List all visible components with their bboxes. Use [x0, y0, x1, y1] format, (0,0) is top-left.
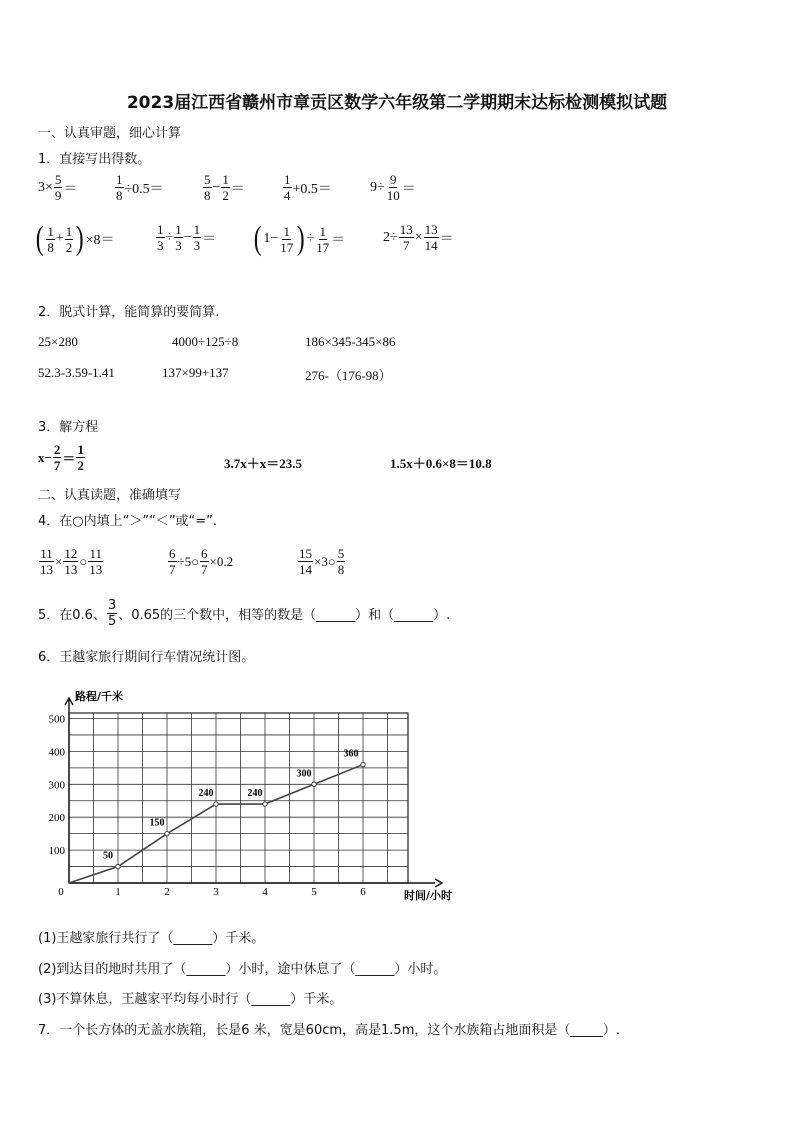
q2-item-6: 276-（176-98） — [305, 368, 392, 383]
x-tick-label: 0 — [58, 886, 64, 898]
numerator: 1 — [47, 223, 54, 239]
x-tick-label: 6 — [360, 886, 366, 898]
chart-grid — [69, 713, 408, 883]
q1-b3-post: ＝ — [331, 233, 346, 248]
denominator: 7 — [201, 562, 208, 577]
q1-a1-post: ＝ — [63, 181, 78, 197]
q1-label: 1．直接写出得数。 — [38, 152, 151, 167]
denominator: 17 — [280, 239, 294, 255]
y-tick-label: 500 — [48, 713, 65, 726]
numerator: 1 — [283, 223, 290, 239]
operator: × — [55, 553, 63, 569]
q1-a2-post: ÷0.5＝ — [124, 181, 164, 197]
fraction — [54, 172, 63, 203]
travel-line-chart — [30, 680, 480, 908]
data-point — [312, 782, 316, 786]
denominator: 8 — [47, 239, 54, 255]
q1-b2-post: ＝ — [202, 231, 217, 247]
denominator: 8 — [337, 562, 345, 577]
left-paren: ( — [35, 220, 44, 257]
q1-a3 — [202, 172, 245, 203]
y-tick-label: 400 — [48, 746, 65, 759]
q3-equation-3: 1.5x＋0.6×8＝10.8 — [390, 456, 492, 471]
operator: × — [414, 229, 423, 245]
section-2-heading: 二、认真读题，准确填写 — [38, 488, 182, 503]
q2-label: 2．脱式计算，能简算的要简算. — [38, 305, 220, 320]
chart-series — [69, 749, 365, 883]
fraction — [424, 222, 439, 253]
denominator: 13 — [64, 562, 78, 577]
q1-a2 — [114, 172, 164, 203]
fraction — [46, 224, 55, 255]
y-tick-label: 100 — [48, 845, 65, 858]
section-1-heading: 一、认真审题，细心计算 — [38, 126, 182, 141]
denominator: 8 — [116, 188, 123, 203]
numerator: 12 — [64, 546, 78, 561]
data-point — [361, 762, 365, 766]
denominator: 7 — [169, 562, 176, 577]
y-tick-label: 300 — [48, 779, 65, 792]
fraction — [279, 224, 294, 255]
y-axis-label: 路程/千米 — [75, 690, 124, 703]
q1-a1 — [38, 172, 77, 203]
denominator: 10 — [386, 188, 400, 203]
q1-b3 — [252, 222, 345, 256]
q4-compare-2 — [167, 546, 233, 577]
q2-item-2: 4000÷125÷8 — [172, 334, 239, 349]
fraction — [53, 442, 62, 473]
right-paren: ) — [75, 220, 84, 257]
q4-compare-3 — [297, 546, 346, 577]
data-label: 240 — [198, 788, 214, 800]
q1-a5-pre: 9÷ — [370, 179, 385, 195]
numerator: 5 — [204, 172, 211, 187]
q3-equation-1 — [38, 442, 86, 473]
compare-circle[interactable]: ○ — [79, 553, 88, 569]
fraction — [88, 546, 103, 577]
y-tick-label: 200 — [48, 812, 65, 825]
x-tick-label: 4 — [262, 886, 268, 898]
chart-ticks — [49, 714, 367, 899]
fraction — [107, 598, 117, 629]
q1-b4 — [383, 222, 454, 253]
q7-question[interactable]: 7．一个长方体的无盖水族箱，长是6 米，宽是60cm，高是1.5m，这个水族箱占地面积是（_____）. — [38, 1023, 620, 1038]
q5-pre: 5．在0.6、 — [38, 608, 106, 623]
denominator: 2 — [222, 188, 229, 203]
numerator: 13 — [424, 222, 438, 237]
q5-post[interactable]: 、0.65的三个数中，相等的数是（______）和（______）. — [118, 608, 451, 623]
q3-equation-2: 3.7x＋x＝23.5 — [224, 456, 303, 471]
q1-a5-post: ＝ — [401, 181, 416, 197]
x-axis-label: 时间/小时 — [404, 889, 453, 902]
x-tick-label: 3 — [213, 886, 219, 898]
operator: ÷ — [165, 229, 174, 245]
fraction — [156, 222, 165, 253]
operator: − — [183, 229, 192, 245]
q2-item-1: 25×280 — [38, 334, 78, 349]
q1-b1 — [34, 222, 114, 256]
fraction — [203, 172, 212, 203]
fraction — [386, 172, 401, 203]
numerator: 1 — [116, 172, 123, 187]
numerator: 11 — [40, 546, 53, 561]
numerator: 1 — [222, 172, 229, 187]
numerator: 6 — [169, 546, 176, 561]
equals-sign: ＝ — [62, 451, 76, 466]
q3-label: 3．解方程 — [38, 420, 99, 435]
denominator: 5 — [107, 614, 117, 629]
operator: + — [55, 231, 64, 246]
q1-a5 — [370, 172, 416, 203]
numerator: 11 — [89, 546, 102, 561]
data-point — [165, 831, 169, 835]
denominator: 13 — [89, 562, 103, 577]
numerator: 1 — [175, 222, 182, 237]
fraction — [174, 222, 183, 253]
denominator: 2 — [65, 239, 73, 255]
denominator: 3 — [157, 238, 164, 253]
denominator: 7 — [53, 458, 61, 473]
numerator: 13 — [399, 222, 413, 237]
denominator: 7 — [402, 238, 410, 253]
q6-sub-2[interactable]: (2)到达目的地时共用了（______）小时，途中休息了（______）小时。 — [38, 962, 447, 977]
q2-item-5: 137×99+137 — [162, 365, 229, 380]
fraction — [65, 224, 74, 255]
fraction — [283, 172, 292, 203]
q1-a3-post: ＝ — [230, 181, 245, 197]
fraction — [200, 546, 209, 577]
x-tick-label: 1 — [115, 886, 121, 898]
denominator: 2 — [77, 458, 84, 473]
denominator: 3 — [175, 238, 182, 253]
q1-b4-pre: 2÷ — [383, 229, 398, 245]
denominator: 13 — [40, 562, 53, 577]
q2-item-3: 186×345-345×86 — [305, 334, 396, 349]
numerator: 9 — [389, 172, 397, 187]
left-paren: ( — [253, 220, 262, 257]
operator-with-circle[interactable]: ÷5○ — [177, 553, 199, 569]
operator: ÷ — [306, 231, 315, 246]
numerator: 2 — [53, 442, 61, 457]
fraction — [298, 546, 313, 577]
numerator: 5 — [337, 546, 345, 561]
x-tick-label: 5 — [311, 886, 317, 898]
denominator: 4 — [284, 188, 291, 203]
q1-b2 — [155, 222, 216, 253]
denominator: 14 — [299, 562, 312, 577]
numerator: 1 — [319, 223, 326, 239]
fraction — [115, 172, 124, 203]
data-label: 150 — [149, 817, 165, 829]
q4-label: 4．在○内填上“＞”“＜”或“=”. — [38, 514, 218, 529]
denominator: 14 — [424, 238, 438, 253]
q6-sub-1[interactable]: (1)王越家旅行共行了（______）千米。 — [38, 931, 265, 946]
operator-with-circle[interactable]: ×3○ — [314, 553, 336, 569]
numerator: 6 — [201, 546, 208, 561]
numerator: 15 — [299, 546, 312, 561]
numerator: 1 — [65, 223, 73, 239]
fraction — [399, 222, 414, 253]
data-label: 240 — [247, 788, 263, 800]
numerator: 1 — [157, 222, 164, 237]
numerator: 3 — [107, 598, 117, 613]
q1-b1-post: ×8＝ — [85, 233, 115, 248]
fraction — [63, 546, 78, 577]
fraction — [76, 442, 85, 473]
fraction — [315, 224, 330, 255]
numerator: 1 — [77, 442, 84, 457]
data-label: 360 — [343, 748, 359, 760]
page-title: 2023届江西省赣州市章贡区数学六年级第二学期期末达标检测模拟试题 — [126, 93, 668, 113]
q1-a1-pre: 3× — [38, 179, 53, 195]
q1-b4-post: ＝ — [439, 231, 454, 247]
numerator: 5 — [54, 172, 62, 187]
denominator: 3 — [193, 238, 201, 253]
data-point — [116, 864, 120, 868]
q3-e1-pre: x− — [38, 449, 52, 465]
q1-a4 — [282, 172, 332, 203]
q2-item-4: 52.3-3.59-1.41 — [38, 365, 115, 380]
right-paren: ) — [296, 220, 305, 257]
q1-b3-pre: 1− — [263, 231, 279, 246]
operator: − — [212, 179, 221, 195]
q5-question — [38, 598, 450, 629]
fraction — [193, 222, 202, 253]
fraction — [39, 546, 54, 577]
x-tick-label: 2 — [164, 886, 170, 898]
q6-label: 6．王越家旅行期间行车情况统计图。 — [38, 650, 255, 665]
data-label: 50 — [103, 850, 113, 862]
data-label: 300 — [296, 768, 312, 780]
data-point — [214, 802, 218, 806]
q6-sub-3[interactable]: (3)不算休息，王越家平均每小时行（______）千米。 — [38, 992, 343, 1007]
denominator: 9 — [54, 188, 62, 203]
data-point — [263, 802, 267, 806]
q4-c2-post: ×0.2 — [209, 553, 234, 569]
q4-compare-1 — [38, 546, 104, 577]
fraction — [168, 546, 177, 577]
denominator: 17 — [316, 239, 330, 255]
fraction — [221, 172, 230, 203]
q1-a4-post: +0.5＝ — [292, 181, 332, 197]
numerator: 1 — [284, 172, 291, 187]
x-axis-arrow — [435, 879, 442, 887]
numerator: 1 — [193, 222, 201, 237]
fraction — [337, 546, 346, 577]
denominator: 8 — [204, 188, 211, 203]
grid-border — [69, 713, 408, 883]
